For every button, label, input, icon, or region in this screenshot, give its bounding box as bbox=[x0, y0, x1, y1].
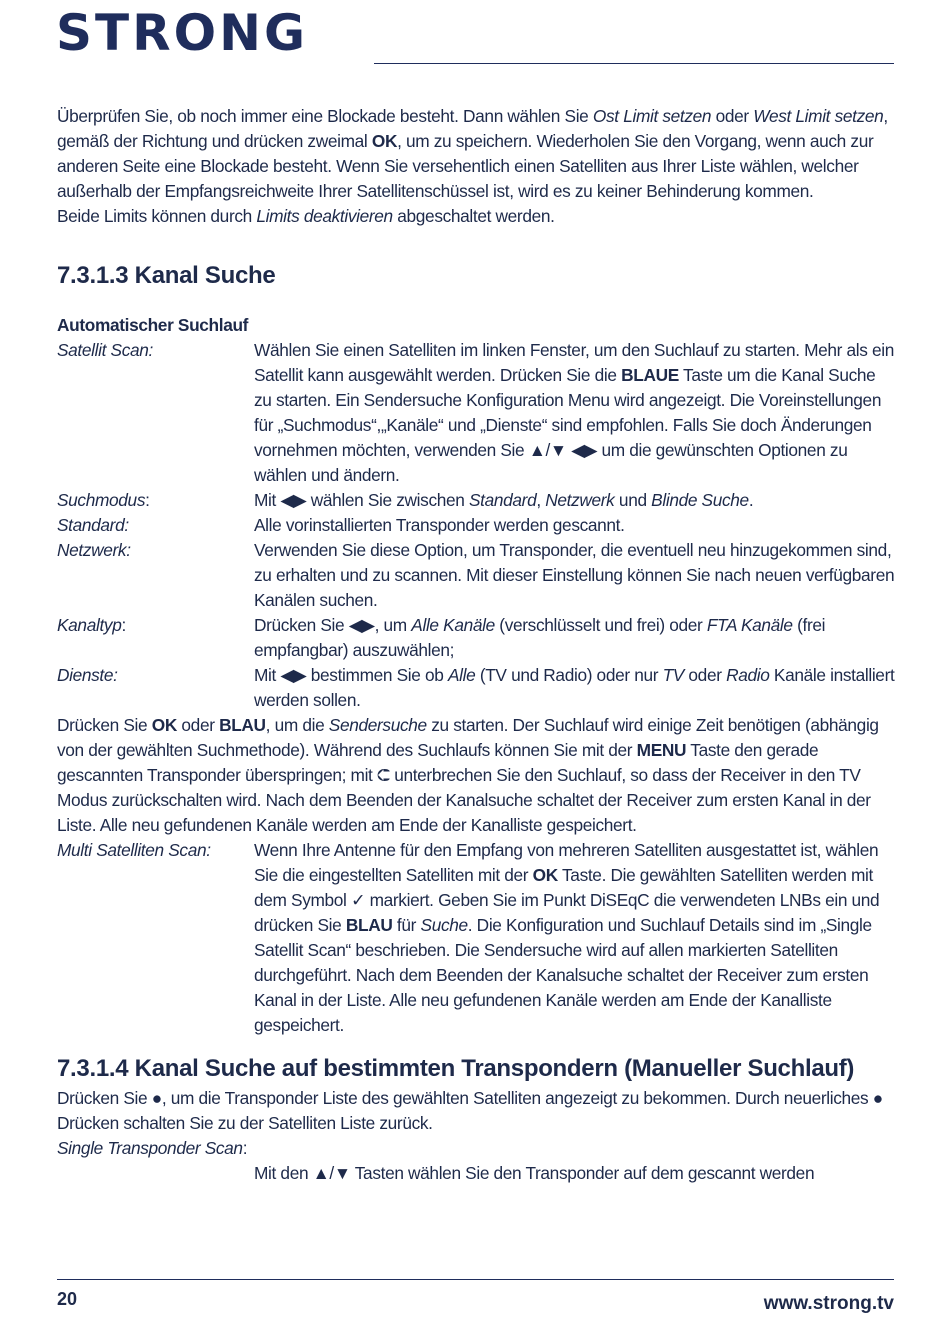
page-content bbox=[57, 104, 897, 1186]
definition-multi-satelliten-scan bbox=[57, 838, 897, 1038]
intro-paragraph-1: Überprüfen Sie, ob noch immer eine Blockade besteht. Dann wählen Sie Ost Limit setzen oder West Limit setzen, gemäß der Richtung und drücken zweimal OK, um zu speichern. Wiederholen Sie den Vorgang, wenn auch zur anderen Seite eine Blockade besteht. Wenn Sie versehentlich einen Satelliten aus Ihrer Liste wählen, welcher außerhalb der Empfangsreichweite Ihrer Satellitenschüssel ist, wird es zu keiner Behinderung kommen. bbox=[57, 106, 888, 201]
definition-suchmodus bbox=[57, 488, 897, 513]
definition-text: Mit ◀▶ bestimmen Sie ob Alle (TV und Radio) oder nur TV oder Radio Kanäle installiert werden sollen. bbox=[254, 665, 895, 710]
definition-text: Alle vorinstallierten Transponder werden gescannt. bbox=[254, 515, 625, 535]
definition-satellit-scan bbox=[57, 338, 897, 488]
definition-standard bbox=[57, 513, 897, 538]
intro-paragraph-2: Beide Limits können durch Limits deaktivieren abgeschaltet werden. bbox=[57, 206, 555, 226]
strong-logo: STRONG bbox=[56, 4, 309, 62]
definition-label: Multi Satelliten Scan: bbox=[57, 840, 211, 860]
definition-kanaltyp bbox=[57, 613, 897, 663]
page-number: 20 bbox=[57, 1289, 78, 1309]
single-transponder-scan-label: Single Transponder Scan: bbox=[57, 1138, 248, 1158]
definition-text: Wählen Sie einen Satelliten im linken Fenster, um den Suchlauf zu starten. Mehr als ein Satellit kann ausgewählt werden. Drücken Sie die BLAUE Taste um die Kanal Suche zu starten. Ein Sendersuche Konfiguration Menu wird angezeigt. Die Voreinstellungen für „Suchmodus“,„Kanäle“ und „Dienste“ sind empfohlen. Falls Sie doch Änderungen vornehmen möchten, verwenden Sie ▲/▼ ◀▶ um die gewünschten Optionen zu wählen und ändern. bbox=[254, 340, 895, 485]
definition-text: Drücken Sie ◀▶, um Alle Kanäle (verschlüsselt und frei) oder FTA Kanäle (frei empfangbar) auszuwählen; bbox=[254, 615, 826, 660]
definition-label: Suchmodus: bbox=[57, 490, 150, 510]
definition-label: Kanaltyp: bbox=[57, 615, 126, 635]
section-heading-kanal-suche: 7.3.1.3 Kanal Suche bbox=[57, 262, 276, 289]
section-heading-manueller-suchlauf: 7.3.1.4 Kanal Suche auf bestimmten Transpondern (Manueller Suchlauf) bbox=[57, 1055, 855, 1082]
subheading-automatischer-suchlauf: Automatischer Suchlauf bbox=[57, 315, 249, 335]
definition-label: Standard: bbox=[57, 515, 129, 535]
definition-text: Mit ◀▶ wählen Sie zwischen Standard, Netzwerk und Blinde Suche. bbox=[254, 490, 754, 510]
website-link[interactable]: www.strong.tv bbox=[763, 1293, 894, 1314]
definition-label: Satellit Scan: bbox=[57, 340, 153, 360]
definition-label: Netzwerk: bbox=[57, 540, 131, 560]
header-divider bbox=[374, 63, 894, 64]
definition-dienste bbox=[57, 663, 897, 713]
footer-divider bbox=[57, 1279, 894, 1280]
definition-netzwerk bbox=[57, 538, 897, 613]
single-transponder-scan-text: Mit den ▲/▼ Tasten wählen Sie den Transponder auf dem gescannt werden bbox=[254, 1163, 815, 1183]
definition-text: Verwenden Sie diese Option, um Transponder, die eventuell neu hinzugekommen sind, zu erhalten und zu scannen. Mit dieser Einstellung können Sie nach neuen verfügbaren Kanälen suchen. bbox=[254, 540, 895, 610]
definition-label: Dienste: bbox=[57, 665, 118, 685]
paragraph-transponder-liste: Drücken Sie ●, um die Transponder Liste des gewählten Satelliten angezeigt zu bekommen. Durch neuerliches ● Drücken schalten Sie zu der Satelliten Liste zurück. bbox=[57, 1088, 883, 1133]
definition-text: Wenn Ihre Antenne für den Empfang von mehreren Satelliten ausgestattet ist, wählen Sie die eingestellten Satelliten mit der OK Taste. Die gewählten Satelliten werden mit dem Symbol ✓ markiert. Geben Sie im Punkt DiSEqC die verwendeten LNBs ein und drücken Sie BLAU für Suche. Die Konfiguration und Suchlauf Details sind im „Single Satellit Scan“ beschrieben. Die Sendersuche wird auf allen markierten Satelliten durchgeführt. Nach dem Beenden der Kanalsuche schaltet der Receiver zum ersten Kanal in der Liste. Alle neu gefundenen Kanäle werden am Ende der Kanalliste gespeichert. bbox=[254, 840, 880, 1035]
paragraph-sendersuche: Drücken Sie OK oder BLAU, um die Sendersuche zu starten. Der Suchlauf wird einige Zeit benötigen (abhängig von der gewählten Suchmethode). Während des Suchlaufs können Sie mit der MENU Taste den gerade gescannten Transponder überspringen; mit ⮈ unterbrechen Sie den Suchlauf, so dass der Receiver in den TV Modus zurückschalten wird. Nach dem Beenden der Kanalsuche schaltet der Receiver zum ersten Kanal in der Liste. Alle neu gefundenen Kanäle werden am Ende der Kanalliste gespeichert. bbox=[57, 715, 879, 835]
